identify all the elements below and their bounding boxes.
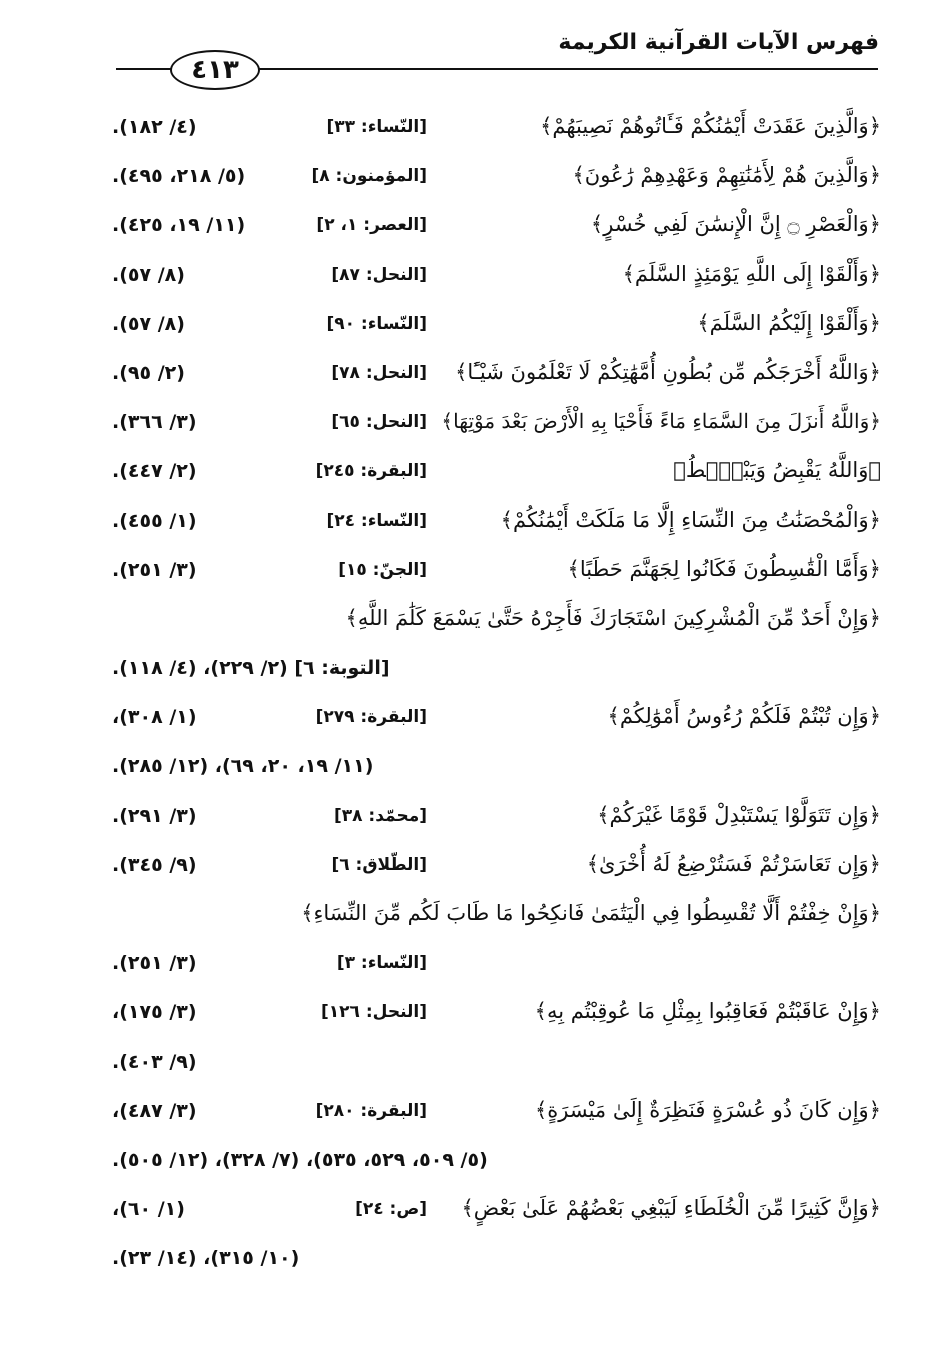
index-entry xyxy=(0,1188,947,1237)
surah-reference: [النّساء: ٢٤] xyxy=(326,510,427,531)
verse-text: ﴿وَالَّذِينَ هُمْ لِأَمَٰنَٰتِهِمْ وَعَهْدِهِمْ رَٰعُونَ﴾ xyxy=(572,163,881,188)
surah-reference: [محمّد: ٣٨] xyxy=(333,805,427,826)
verse-text: ﴿وَإِنْ أَحَدٌ مِّنَ الْمُشْرِكِينَ اسْتَجَارَكَ فَأَجِرْهُ حَتَّىٰ يَسْمَعَ كَلَٰمَ اللَّهِ﴾ xyxy=(345,605,881,630)
surah-reference: [النحل: ٨٧] xyxy=(331,264,427,285)
index-entry xyxy=(0,1090,947,1139)
volume-page-reference: (١/ ٤٥٥). xyxy=(112,509,197,532)
surah-reference: [النحل: ٦٥] xyxy=(331,412,427,433)
volume-page-reference: (٣/ ٣٦٦). xyxy=(112,411,197,434)
volume-page-reference: (١١/ ١٩، ٢٠، ٦٩)، (١٢/ ٢٨٥). xyxy=(112,755,374,778)
index-entry-continuation xyxy=(0,745,947,794)
verse-text: ﴿وَأَلْقَوْا إِلَيْكُمُ السَّلَمَ﴾ xyxy=(697,310,881,335)
volume-page-reference: (٣/ ٢٩١). xyxy=(112,804,197,827)
verse-text: ﴿وَأَمَّا الْقَٰسِطُونَ فَكَانُوا لِجَهَنَّمَ حَطَبًا﴾ xyxy=(567,556,881,581)
surah-reference: [النّساء: ٩٠] xyxy=(326,313,427,334)
verse-text: ﴿وَإِن تَعَاسَرْتُمْ فَسَتُرْضِعُ لَهُ أُخْرَىٰ﴾ xyxy=(586,851,881,876)
surah-reference: [العصر: ١، ٢] xyxy=(316,215,427,236)
surah-reference: [النّساء: ٣٣] xyxy=(326,117,427,137)
index-entry xyxy=(0,500,947,549)
index-entry-continuation xyxy=(0,1139,947,1188)
verse-text: ﴿وَإِن تُبْتُمْ فَلَكُمْ رُءُوسُ أَمْوَٰلِكُمْ﴾ xyxy=(607,704,881,729)
verse-text: ﴿وَإِنْ عَاقَبْتُمْ فَعَاقِبُوا بِمِثْلِ مَا عُوقِبْتُم بِهِ﴾ xyxy=(534,999,881,1024)
volume-page-reference: [التوبة: ٦] (٢/ ٢٢٩)، (٤/ ١١٨). xyxy=(112,657,390,680)
index-entry xyxy=(0,549,947,598)
index-entry-continuation xyxy=(0,1041,947,1090)
surah-reference: [النّساء: ٣] xyxy=(336,953,427,974)
index-entry-continuation xyxy=(0,1237,947,1286)
verse-text: ﴿وَإِن كَانَ ذُو عُسْرَةٍ فَنَظِرَةٌ إِلَىٰ مَيْسَرَةٍ﴾ xyxy=(534,1097,881,1122)
volume-page-reference: (٨/ ٥٧). xyxy=(112,263,185,286)
surah-reference: [الطّلاق: ٦] xyxy=(331,854,427,875)
surah-reference: [الجنّ: ١٥] xyxy=(338,559,427,580)
index-entry xyxy=(0,155,947,204)
index-entry xyxy=(0,254,947,303)
verse-text: ﴿وَإِنَّ كَثِيرًا مِّنَ الْخُلَطَاءِ لَيَبْغِي بَعْضُهُمْ عَلَىٰ بَعْضٍ﴾ xyxy=(461,1196,881,1221)
volume-page-reference: (٣/ ١٧٥)، xyxy=(112,1001,197,1024)
surah-reference: [البقرة: ٢٧٩] xyxy=(315,707,427,728)
index-entry xyxy=(0,696,947,745)
surah-reference: [المؤمنون: ٨] xyxy=(311,166,427,187)
index-entry xyxy=(0,106,947,155)
index-entry xyxy=(0,352,947,401)
verse-text: ﴿وَالْعَصْرِ ۝ إِنَّ الْإِنسَٰنَ لَفِي خُسْرٍ﴾ xyxy=(590,212,881,237)
volume-page-reference: (١/ ٣٠٨)، xyxy=(112,706,197,729)
volume-page-reference: (٤/ ١٨٢). xyxy=(112,116,197,138)
volume-page-reference: (١٠/ ٣١٥)، (١٤/ ٢٣). xyxy=(112,1247,300,1270)
index-entry xyxy=(0,795,947,844)
index-entry-continuation xyxy=(0,647,947,696)
volume-page-reference: (١/ ٦٠)، xyxy=(112,1198,185,1221)
volume-page-reference: (٥/ ٥٠٩، ٥٢٩، ٥٣٥)، (٧/ ٣٢٨)، (١٢/ ٥٠٥). xyxy=(112,1148,488,1171)
index-entry xyxy=(0,450,947,499)
index-entry xyxy=(0,893,947,942)
volume-page-reference: (٣/ ٢٥١). xyxy=(112,558,197,581)
verse-text: ﴿وَاللَّهُ أَخْرَجَكُم مِّن بُطُونِ أُمَّهَٰتِكُمْ لَا تَعْلَمُونَ شَيْـًٔا﴾ xyxy=(455,359,881,384)
index-entry-continuation xyxy=(0,942,947,991)
verse-text: ﴿وَالَّذِينَ عَقَدَتْ أَيْمَٰنُكُمْ فَـَٔاتُوهُمْ نَصِيبَهُمْ﴾ xyxy=(540,114,881,138)
verse-text: ﴿وَإِن تَتَوَلَّوْا يَسْتَبْدِلْ قَوْمًا غَيْرَكُمْ﴾ xyxy=(597,802,881,827)
volume-page-reference: (٢/ ٤٤٧). xyxy=(112,460,197,483)
volume-page-reference: (٩/ ٤٠٣). xyxy=(112,1050,197,1073)
volume-page-reference: (٨/ ٥٧). xyxy=(112,312,185,335)
surah-reference: [النحل: ١٢٦] xyxy=(321,1002,427,1023)
index-entry xyxy=(0,844,947,893)
surah-reference: [البقرة: ٢٤٥] xyxy=(315,461,427,482)
index-entry xyxy=(0,401,947,450)
volume-page-reference: (٢/ ٩٥). xyxy=(112,361,185,384)
page-number-badge xyxy=(170,50,260,90)
volume-page-reference: (٣/ ٤٨٧)، xyxy=(112,1099,197,1122)
verse-text: ﴿وَاللَّهُ أَنزَلَ مِنَ السَّمَاءِ مَاءً فَأَحْيَا بِهِ الْأَرْضَ بَعْدَ مَوْتِهَا﴾ xyxy=(441,409,881,434)
verse-text: ﴿وَأَلْقَوْا إِلَى اللَّهِ يَوْمَئِذٍ السَّلَمَ﴾ xyxy=(622,261,881,286)
volume-page-reference: (٩/ ٣٤٥). xyxy=(112,853,197,876)
surah-reference: [النحل: ٧٨] xyxy=(331,362,427,383)
index-entry xyxy=(0,303,947,352)
index-entry xyxy=(0,204,947,253)
verse-text: ﴿وَإِنْ خِفْتُمْ أَلَّا تُقْسِطُوا فِي الْيَتَٰمَىٰ فَانكِحُوا مَا طَابَ لَكُم مِّنَ النِّسَاءِ﴾ xyxy=(301,901,881,925)
surah-reference: [البقرة: ٢٨٠] xyxy=(315,1100,427,1121)
verse-index-list xyxy=(0,106,947,1287)
volume-page-reference: (٥/ ٢١٨، ٤٩٥). xyxy=(112,165,246,188)
verse-text: ﴿وَاللَّهُ يَقْبِضُ وَيَبْصُۜطُ﴾ xyxy=(673,458,881,483)
page-header-title: فهرس الآيات القرآنية الكريمة xyxy=(558,30,879,55)
page-number: ٤١٣ xyxy=(191,55,239,85)
surah-reference: [ص: ٢٤] xyxy=(355,1199,427,1220)
index-entry xyxy=(0,991,947,1040)
index-entry xyxy=(0,598,947,647)
volume-page-reference: (٣/ ٢٥١). xyxy=(112,952,197,975)
volume-page-reference: (١١/ ١٩، ٤٢٥). xyxy=(112,214,246,237)
verse-text: ﴿وَالْمُحْصَنَٰتُ مِنَ النِّسَاءِ إِلَّا مَا مَلَكَتْ أَيْمَٰنُكُمْ﴾ xyxy=(500,507,881,532)
